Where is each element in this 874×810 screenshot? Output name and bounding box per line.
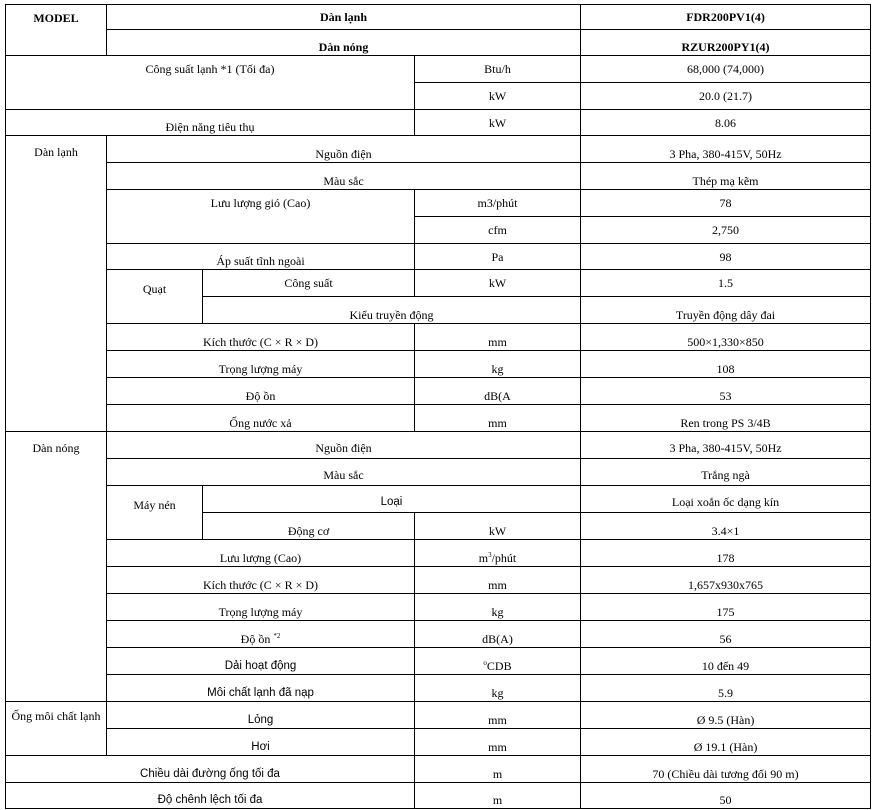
indoor-power-value: 3 Pha, 380-415V, 50Hz (581, 136, 871, 163)
indoor-weight-unit: kg (415, 351, 581, 378)
max-height-diff-row (6, 783, 871, 809)
pipe-gas-row (6, 729, 871, 756)
pipe-liquid-unit: mm (415, 702, 581, 729)
indoor-airflow-value2: 2,750 (581, 217, 871, 244)
model-label: MODEL (6, 5, 107, 56)
indoor-airflow-unit1: m3/phút (415, 190, 581, 217)
outdoor-weight-row (6, 594, 871, 621)
outdoor-compressor-motor-label: Động cơ (203, 513, 415, 540)
outdoor-weight-unit: kg (415, 594, 581, 621)
indoor-label: Dàn lạnh (107, 5, 581, 30)
header-row-indoor (6, 5, 871, 30)
indoor-dimensions-label: Kích thước (C × R × D) (107, 324, 415, 351)
indoor-fan-drive-value: Truyền động dây đai (581, 297, 871, 324)
outdoor-refrigerant-value: 5.9 (581, 675, 871, 702)
outdoor-airflow-unit-base: m (478, 551, 489, 565)
pipe-gas-label: Hơi (107, 729, 415, 756)
outdoor-dimensions-value: 1,657x930x765 (581, 567, 871, 594)
outdoor-noise-row (6, 621, 871, 648)
outdoor-dimensions-row (6, 567, 871, 594)
indoor-power-row (6, 136, 871, 163)
header-row-outdoor (6, 30, 871, 56)
outdoor-airflow-value: 178 (581, 540, 871, 567)
max-pipe-length-row (6, 756, 871, 783)
power-consumption-value: 8.06 (581, 110, 871, 136)
indoor-airflow-value1: 78 (581, 190, 871, 217)
indoor-fan-output-label: Công suất (203, 270, 415, 297)
power-consumption-row (6, 110, 871, 136)
max-height-diff-label: Độ chênh lệch tối đa (6, 783, 415, 809)
indoor-fan-label: Quạt (107, 270, 203, 324)
indoor-color-value: Thép mạ kẽm (581, 163, 871, 190)
indoor-weight-label: Trọng lượng máy (107, 351, 415, 378)
pipe-liquid-label: Lỏng (107, 702, 415, 729)
outdoor-color-row (6, 459, 871, 486)
outdoor-compressor-type-row (6, 486, 871, 513)
outdoor-refrigerant-row (6, 675, 871, 702)
indoor-drain-label: Ống nước xả (107, 405, 415, 432)
outdoor-operating-range-unit (415, 648, 581, 675)
indoor-noise-label: Độ ồn (107, 378, 415, 405)
pipe-liquid-row (6, 702, 871, 729)
indoor-static-pressure-unit: Pa (415, 244, 581, 270)
cooling-capacity-value-kw: 20.0 (21.7) (581, 83, 871, 110)
indoor-drain-row (6, 405, 871, 432)
indoor-section-label: Dàn lạnh (6, 136, 107, 432)
cooling-capacity-row-btu (6, 56, 871, 83)
outdoor-noise-label: Độ ồn (240, 632, 271, 646)
outdoor-weight-label: Trọng lượng máy (107, 594, 415, 621)
outdoor-power-value: 3 Pha, 380-415V, 50Hz (581, 432, 871, 459)
outdoor-refrigerant-unit: kg (415, 675, 581, 702)
indoor-airflow-unit2: cfm (415, 217, 581, 244)
indoor-drain-value: Ren trong PS 3/4B (581, 405, 871, 432)
outdoor-compressor-label: Máy nén (107, 486, 203, 540)
indoor-dimensions-row (6, 324, 871, 351)
indoor-weight-row (6, 351, 871, 378)
indoor-fan-output-value: 1.5 (581, 270, 871, 297)
outdoor-label: Dàn nóng (107, 30, 581, 56)
power-consumption-unit: kW (415, 110, 581, 136)
cooling-capacity-label: Công suất lạnh *1 (Tối đa) (6, 56, 415, 110)
indoor-fan-drive-label: Kiểu truyền động (203, 297, 581, 324)
indoor-static-pressure-label: Áp suất tĩnh ngoài (107, 244, 415, 270)
outdoor-airflow-unit (415, 540, 581, 567)
pipe-liquid-value: Ø 9.5 (Hàn) (581, 702, 871, 729)
cooling-capacity-unit-kw: kW (415, 83, 581, 110)
outdoor-operating-range-label: Dải hoạt động (107, 648, 415, 675)
outdoor-dimensions-label: Kích thước (C × R × D) (107, 567, 415, 594)
outdoor-airflow-label: Lưu lượng (Cao) (107, 540, 415, 567)
power-consumption-label: Điện năng tiêu thụ (6, 110, 415, 136)
max-pipe-length-label: Chiều dài đường ống tối đa (6, 756, 415, 783)
indoor-noise-value: 53 (581, 378, 871, 405)
indoor-dimensions-unit: mm (415, 324, 581, 351)
max-pipe-length-unit: m (415, 756, 581, 783)
pipe-gas-unit: mm (415, 729, 581, 756)
indoor-airflow-row-1 (6, 190, 871, 217)
indoor-fan-output-row (6, 270, 871, 297)
indoor-noise-row (6, 378, 871, 405)
indoor-noise-unit: dB(A (415, 378, 581, 405)
outdoor-refrigerant-label: Môi chất lạnh đã nạp (107, 675, 415, 702)
indoor-static-pressure-row (6, 244, 871, 270)
indoor-color-row (6, 163, 871, 190)
outdoor-color-value: Trắng ngà (581, 459, 871, 486)
outdoor-model: RZUR200PY1(4) (581, 30, 871, 56)
outdoor-power-label: Nguồn điện (107, 432, 581, 459)
indoor-static-pressure-value: 98 (581, 244, 871, 270)
cooling-capacity-unit-btu: Btu/h (415, 56, 581, 83)
outdoor-operating-range-value: 10 đến 49 (581, 648, 871, 675)
indoor-weight-value: 108 (581, 351, 871, 378)
max-height-diff-value: 50 (581, 783, 871, 809)
outdoor-section-label: Dàn nóng (6, 432, 107, 702)
outdoor-power-row (6, 432, 871, 459)
outdoor-operating-range-unit-rest: CDB (486, 659, 512, 673)
outdoor-operating-range-row (6, 648, 871, 675)
outdoor-compressor-type-value: Loại xoắn ốc dạng kín (581, 486, 871, 513)
outdoor-color-label: Màu sắc (107, 459, 581, 486)
outdoor-noise-note: *2 (273, 632, 281, 640)
outdoor-noise-unit: dB(A) (415, 621, 581, 648)
indoor-drain-unit: mm (415, 405, 581, 432)
spec-table (5, 4, 871, 809)
outdoor-dimensions-unit: mm (415, 567, 581, 594)
pipe-label: Ống môi chất lạnh (6, 702, 107, 756)
indoor-dimensions-value: 500×1,330×850 (581, 324, 871, 351)
indoor-fan-output-unit: kW (415, 270, 581, 297)
outdoor-noise-label-cell (107, 621, 415, 648)
outdoor-airflow-unit-rest: /phút (491, 551, 517, 565)
pipe-gas-value: Ø 19.1 (Hàn) (581, 729, 871, 756)
outdoor-weight-value: 175 (581, 594, 871, 621)
outdoor-compressor-motor-unit: kW (415, 513, 581, 540)
indoor-power-label: Nguồn điện (107, 136, 581, 163)
outdoor-compressor-type-label: Loại (203, 486, 581, 513)
outdoor-compressor-motor-value: 3.4×1 (581, 513, 871, 540)
outdoor-airflow-row (6, 540, 871, 567)
outdoor-airflow-unit-sup: 3 (488, 551, 492, 559)
outdoor-noise-value: 56 (581, 621, 871, 648)
indoor-airflow-label: Lưu lượng gió (Cao) (107, 190, 415, 244)
indoor-model: FDR200PV1(4) (581, 5, 871, 30)
indoor-color-label: Màu sắc (107, 163, 581, 190)
max-height-diff-unit: m (415, 783, 581, 809)
max-pipe-length-value: 70 (Chiều dài tương đối 90 m) (581, 756, 871, 783)
cooling-capacity-value-btu: 68,000 (74,000) (581, 56, 871, 83)
outdoor-operating-range-unit-sup: o (483, 659, 487, 667)
